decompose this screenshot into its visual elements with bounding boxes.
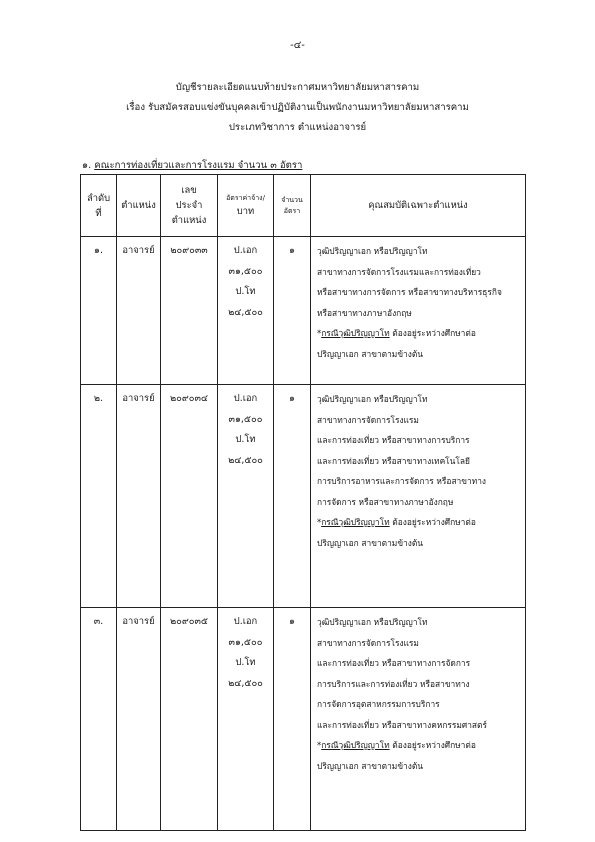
salary-line: ๒๔,๕๐๐: [228, 454, 263, 466]
note-condition: กรณีวุฒิปริญญาโท: [321, 328, 390, 338]
qualification-line: หรือสาขาทางการจัดการ หรือสาขาทางบริหารธุรกิจ: [317, 287, 502, 297]
cell-position: อาจารย์: [117, 385, 161, 608]
qualification-note-last: ปริญญาเอก สาขาตามข้างต้น: [317, 348, 424, 359]
header-position-no: เลข ประจำ ตำแหน่ง: [161, 175, 218, 237]
section-label: คณะการท่องเที่ยวและการโรงแรม จำนวน ๓ อัตรา: [94, 160, 303, 171]
cell-count: ๑: [274, 385, 311, 608]
qualification-line: วุฒิปริญญาเอก หรือปริญญาโท: [317, 617, 428, 627]
cell-salary: [218, 385, 274, 608]
note-prefix: *: [317, 740, 322, 750]
note-text: ต้องอยู่ระหว่างศึกษาต่อ: [389, 328, 476, 338]
cell-count: ๑: [274, 608, 311, 831]
salary-line: ๓๑,๕๐๐: [228, 413, 263, 425]
salary-line: ป.เอก: [233, 616, 258, 627]
qualification-note: [317, 512, 525, 533]
cell-position-no: ๒๐๙๐๓๕: [161, 608, 218, 831]
qualification-line: สาขาทางการจัดการโรงแรมและการท่องเที่ยว: [317, 266, 481, 277]
qualification-line: และการท่องเที่ยว หรือสาขาทางเทคโนโลยี: [317, 455, 470, 466]
note-prefix: *: [317, 517, 322, 527]
cell-salary: [218, 237, 274, 385]
section-number: ๑.: [82, 160, 92, 171]
page-number: -๔-: [290, 40, 305, 51]
header-position: ตำแหน่ง: [117, 175, 161, 237]
table-row: [81, 237, 526, 385]
cell-salary: [218, 608, 274, 831]
cell-qualifications: [311, 237, 526, 385]
qualification-line: และการท่องเที่ยว หรือสาขาทางการจัดการ: [317, 658, 471, 668]
note-text: ต้องอยู่ระหว่างศึกษาต่อ: [389, 517, 476, 527]
salary-line: ๓๑,๕๐๐: [228, 265, 263, 277]
table-header-row: [81, 175, 526, 237]
cell-seq: ๑.: [81, 237, 117, 385]
section-heading: [82, 158, 302, 173]
cell-seq: ๒.: [81, 385, 117, 608]
qualification-line: สาขาทางการจัดการโรงแรม: [317, 637, 419, 648]
qualification-line: สาขาทางการจัดการโรงแรม: [317, 414, 419, 425]
salary-line: ป.เอก: [233, 245, 258, 256]
title-line-3: ประเภทวิชาการ ตำแหน่งอาจารย์: [228, 122, 367, 133]
salary-line: ๒๔,๕๐๐: [228, 677, 263, 689]
header-count: จำนวน อัตรา: [274, 175, 311, 237]
note-condition: กรณีวุฒิปริญญาโท: [321, 740, 390, 750]
qualification-note-last: ปริญญาเอก สาขาตามข้างต้น: [317, 760, 424, 771]
qualification-line: การจัดการอุตสาหกรรมการบริการ: [317, 699, 440, 709]
header-salary: อัตราค่าจ้าง/ บาท: [218, 175, 274, 237]
cell-seq: ๓.: [81, 608, 117, 831]
cell-count: ๑: [274, 237, 311, 385]
cell-position: อาจารย์: [117, 237, 161, 385]
salary-line: ป.โท: [235, 434, 256, 445]
cell-qualifications: [311, 385, 526, 608]
positions-table: [80, 174, 526, 831]
salary-line: ๓๑,๕๐๐: [228, 636, 263, 648]
note-text: ต้องอยู่ระหว่างศึกษาต่อ: [389, 740, 476, 750]
qualification-line: การบริการอาหารและการจัดการ หรือสาขาทาง: [317, 476, 486, 486]
title-line-2: เรื่อง รับสมัครสอบแข่งขันบุคคลเข้าปฏิบัติงานเป็นพนักงานมหาวิทยาลัยมหาสารคาม: [126, 102, 469, 113]
salary-line: ป.โท: [235, 286, 256, 297]
qualification-line: หรือสาขาทางภาษาอังกฤษ: [317, 307, 412, 318]
document-title: [0, 78, 595, 138]
qualification-note-last: ปริญญาเอก สาขาตามข้างต้น: [317, 537, 424, 548]
cell-position-no: ๒๐๙๐๓๓: [161, 237, 218, 385]
qualification-line: การบริการและการท่องเที่ยว หรือสาขาทาง: [317, 678, 470, 689]
cell-position-no: ๒๐๙๐๓๔: [161, 385, 218, 608]
title-line-1: บัญชีรายละเอียดแนบท้ายประกาศมหาวิทยาลัยมหาสารคาม: [175, 82, 420, 93]
table-row: [81, 608, 526, 831]
salary-line: ป.เอก: [233, 393, 258, 404]
salary-line: ๒๔,๕๐๐: [228, 306, 263, 318]
qualification-line: และการท่องเที่ยว หรือสาขาทางการบริการ: [317, 435, 470, 445]
qualification-line: วุฒิปริญญาเอก หรือปริญญาโท: [317, 246, 428, 256]
cell-position: อาจารย์: [117, 608, 161, 831]
cell-qualifications: [311, 608, 526, 831]
qualification-note: [317, 735, 525, 756]
qualification-line: และการท่องเที่ยว หรือสาขาทางคหกรรมศาสตร์: [317, 719, 487, 730]
note-condition: กรณีวุฒิปริญญาโท: [321, 517, 390, 527]
salary-line: ป.โท: [235, 657, 256, 668]
qualification-line: วุฒิปริญญาเอก หรือปริญญาโท: [317, 394, 428, 404]
qualification-line: การจัดการ หรือสาขาทางภาษาอังกฤษ: [317, 496, 454, 507]
header-qualifications: คุณสมบัติเฉพาะตำแหน่ง: [311, 175, 526, 237]
table-row: [81, 385, 526, 608]
note-prefix: *: [317, 328, 322, 338]
header-seq: ลำดับ ที่: [81, 175, 117, 237]
qualification-note: [317, 323, 525, 344]
